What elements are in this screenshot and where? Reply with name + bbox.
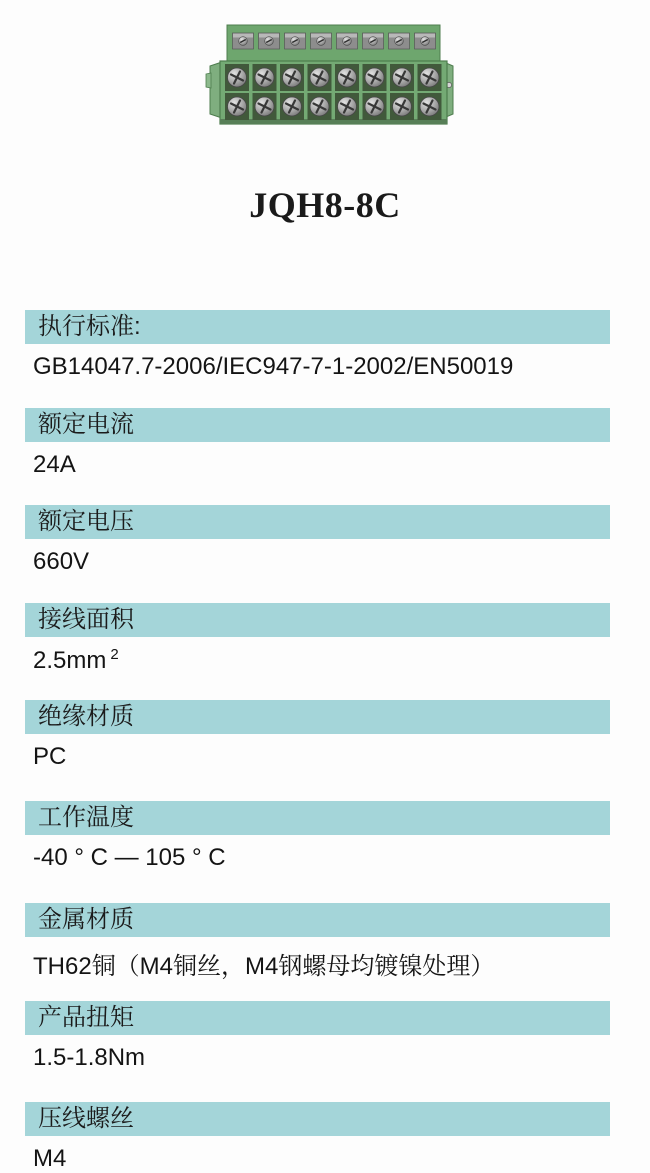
spec-section-product-torque <box>25 1001 610 1072</box>
spec-section-metal-material <box>25 903 610 981</box>
spec-section-standard <box>25 310 610 381</box>
spec-value <box>33 646 610 675</box>
spec-value: 660V <box>33 548 90 575</box>
spec-section-wire-area <box>25 603 610 675</box>
spec-label: 额定电流 <box>25 408 610 442</box>
spec-section-insulation-material <box>25 700 610 771</box>
spec-label: 压线螺丝 <box>25 1102 610 1136</box>
page-title: JQH8-8C <box>249 185 401 225</box>
spec-label: 接线面积 <box>25 603 610 637</box>
spec-value: M4 <box>33 1145 67 1172</box>
spec-section-clamp-screw <box>25 1102 610 1173</box>
spec-value-superscript: 2 <box>110 646 119 663</box>
spec-value: 1.5-1.8Nm <box>33 1044 146 1071</box>
spec-label: 执行标准: <box>25 310 610 344</box>
spec-section-rated-current <box>25 408 610 479</box>
spec-value: -40 ° C — 105 ° C <box>33 844 226 871</box>
spec-label: 工作温度 <box>25 801 610 835</box>
product-image <box>202 22 454 128</box>
spec-value-text: 2.5mm <box>33 647 107 674</box>
spec-label: 额定电压 <box>25 505 610 539</box>
spec-section-rated-voltage <box>25 505 610 576</box>
spec-label: 产品扭矩 <box>25 1001 610 1035</box>
spec-label: 金属材质 <box>25 903 610 937</box>
spec-value: TH62铜（M4铜丝，M4钢螺母均镀镍处理） <box>33 953 495 980</box>
terminal-block-photo-icon <box>202 22 454 128</box>
spec-section-working-temperature <box>25 801 610 872</box>
spec-label: 绝缘材质 <box>25 700 610 734</box>
spec-value: PC <box>33 743 67 770</box>
spec-value: 24A <box>33 451 76 478</box>
spec-value: GB14047.7-2006/IEC947-7-1-2002/EN50019 <box>33 353 514 380</box>
